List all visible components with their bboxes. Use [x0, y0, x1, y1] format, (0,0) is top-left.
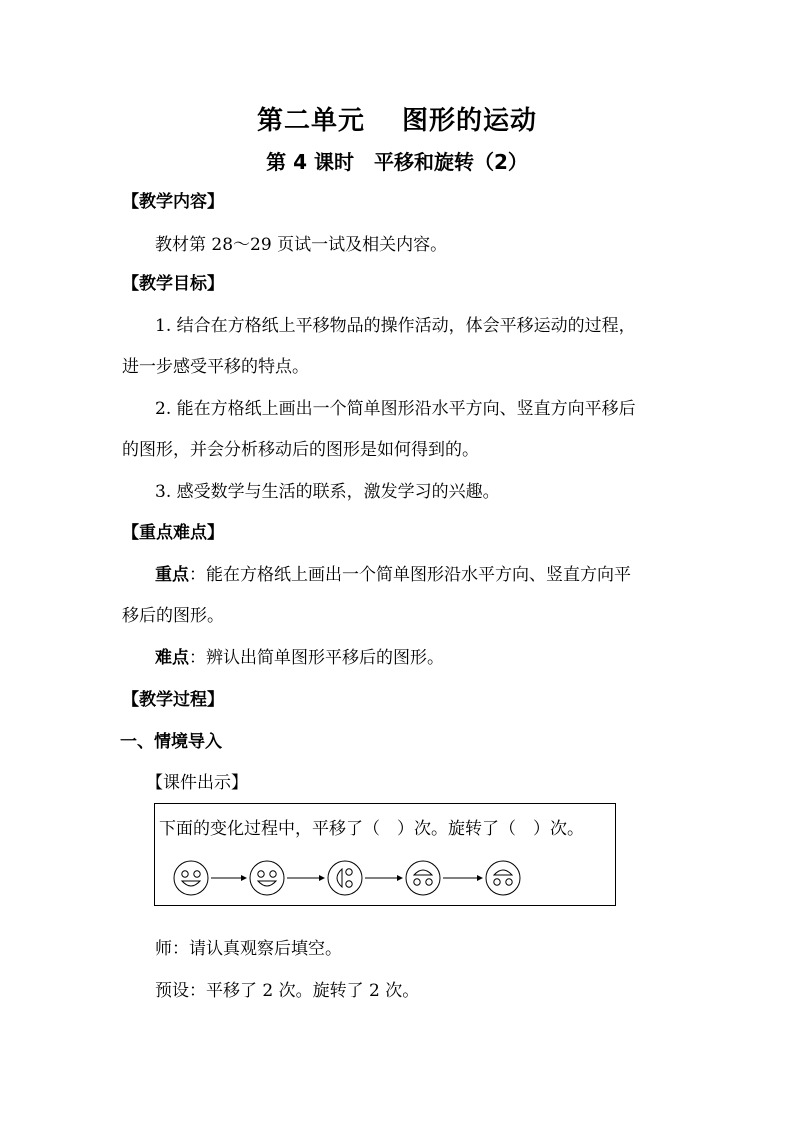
face-rotated-180-icon: [486, 861, 520, 895]
key-point-line-1: [155, 564, 631, 586]
lesson-title: 第 4 课时 平移和旋转（2）: [266, 150, 528, 174]
courseware-question: 下面的变化过程中，平移了（ ）次。旋转了（ ）次。: [159, 819, 584, 839]
arrow-right-icon: [365, 875, 403, 881]
unit-title: 第二单元 图形的运动: [256, 106, 538, 136]
courseware-label: 【课件出示】: [146, 773, 248, 793]
face-rotated-90-icon: [328, 861, 362, 895]
arrow-right-icon: [443, 875, 483, 881]
teacher-line: 师：请认真观察后填空。: [155, 939, 342, 959]
part-1-heading: 一、情境导入: [120, 732, 222, 752]
goal-3: 3. 感受数学与生活的联系，激发学习的兴趣。: [155, 482, 500, 502]
smiley-face-icon: [250, 861, 284, 895]
goal-2-line-2: 的图形，并会分析移动后的图形是如何得到的。: [122, 440, 479, 460]
goal-1-line-1: 1. 结合在方格纸上平移物品的操作活动，体会平移运动的过程，: [155, 316, 636, 336]
key-text: ：能在方格纸上画出一个简单图形沿水平方向、竖直方向平: [189, 565, 631, 585]
arrow-right-icon: [211, 875, 247, 881]
key-point-line-2: 移后的图形。: [122, 606, 224, 626]
section-heading-content: 【教学内容】: [122, 192, 224, 212]
content-text: 教材第 28～29 页试一试及相关内容。: [155, 235, 448, 255]
arrow-right-icon: [287, 875, 325, 881]
difficulty-text: ：辨认出简单图形平移后的图形。: [189, 648, 444, 668]
smiley-face-icon: [174, 861, 208, 895]
section-heading-key-points: 【重点难点】: [122, 523, 224, 543]
section-heading-process: 【教学过程】: [122, 690, 224, 710]
preset-answer: 预设：平移了 2 次。旋转了 2 次。: [155, 981, 420, 1001]
transform-sequence-figure: [169, 856, 609, 900]
difficulty-line: [155, 647, 444, 669]
goal-1-line-2: 进一步感受平移的特点。: [122, 357, 309, 377]
face-rotated-180-icon: [406, 861, 440, 895]
difficulty-label: 难点: [155, 648, 189, 668]
courseware-box: [154, 803, 616, 906]
goal-2-line-1: 2. 能在方格纸上画出一个简单图形沿水平方向、竖直方向平移后: [155, 399, 636, 419]
key-label: 重点: [155, 565, 189, 585]
section-heading-goals: 【教学目标】: [122, 274, 224, 294]
